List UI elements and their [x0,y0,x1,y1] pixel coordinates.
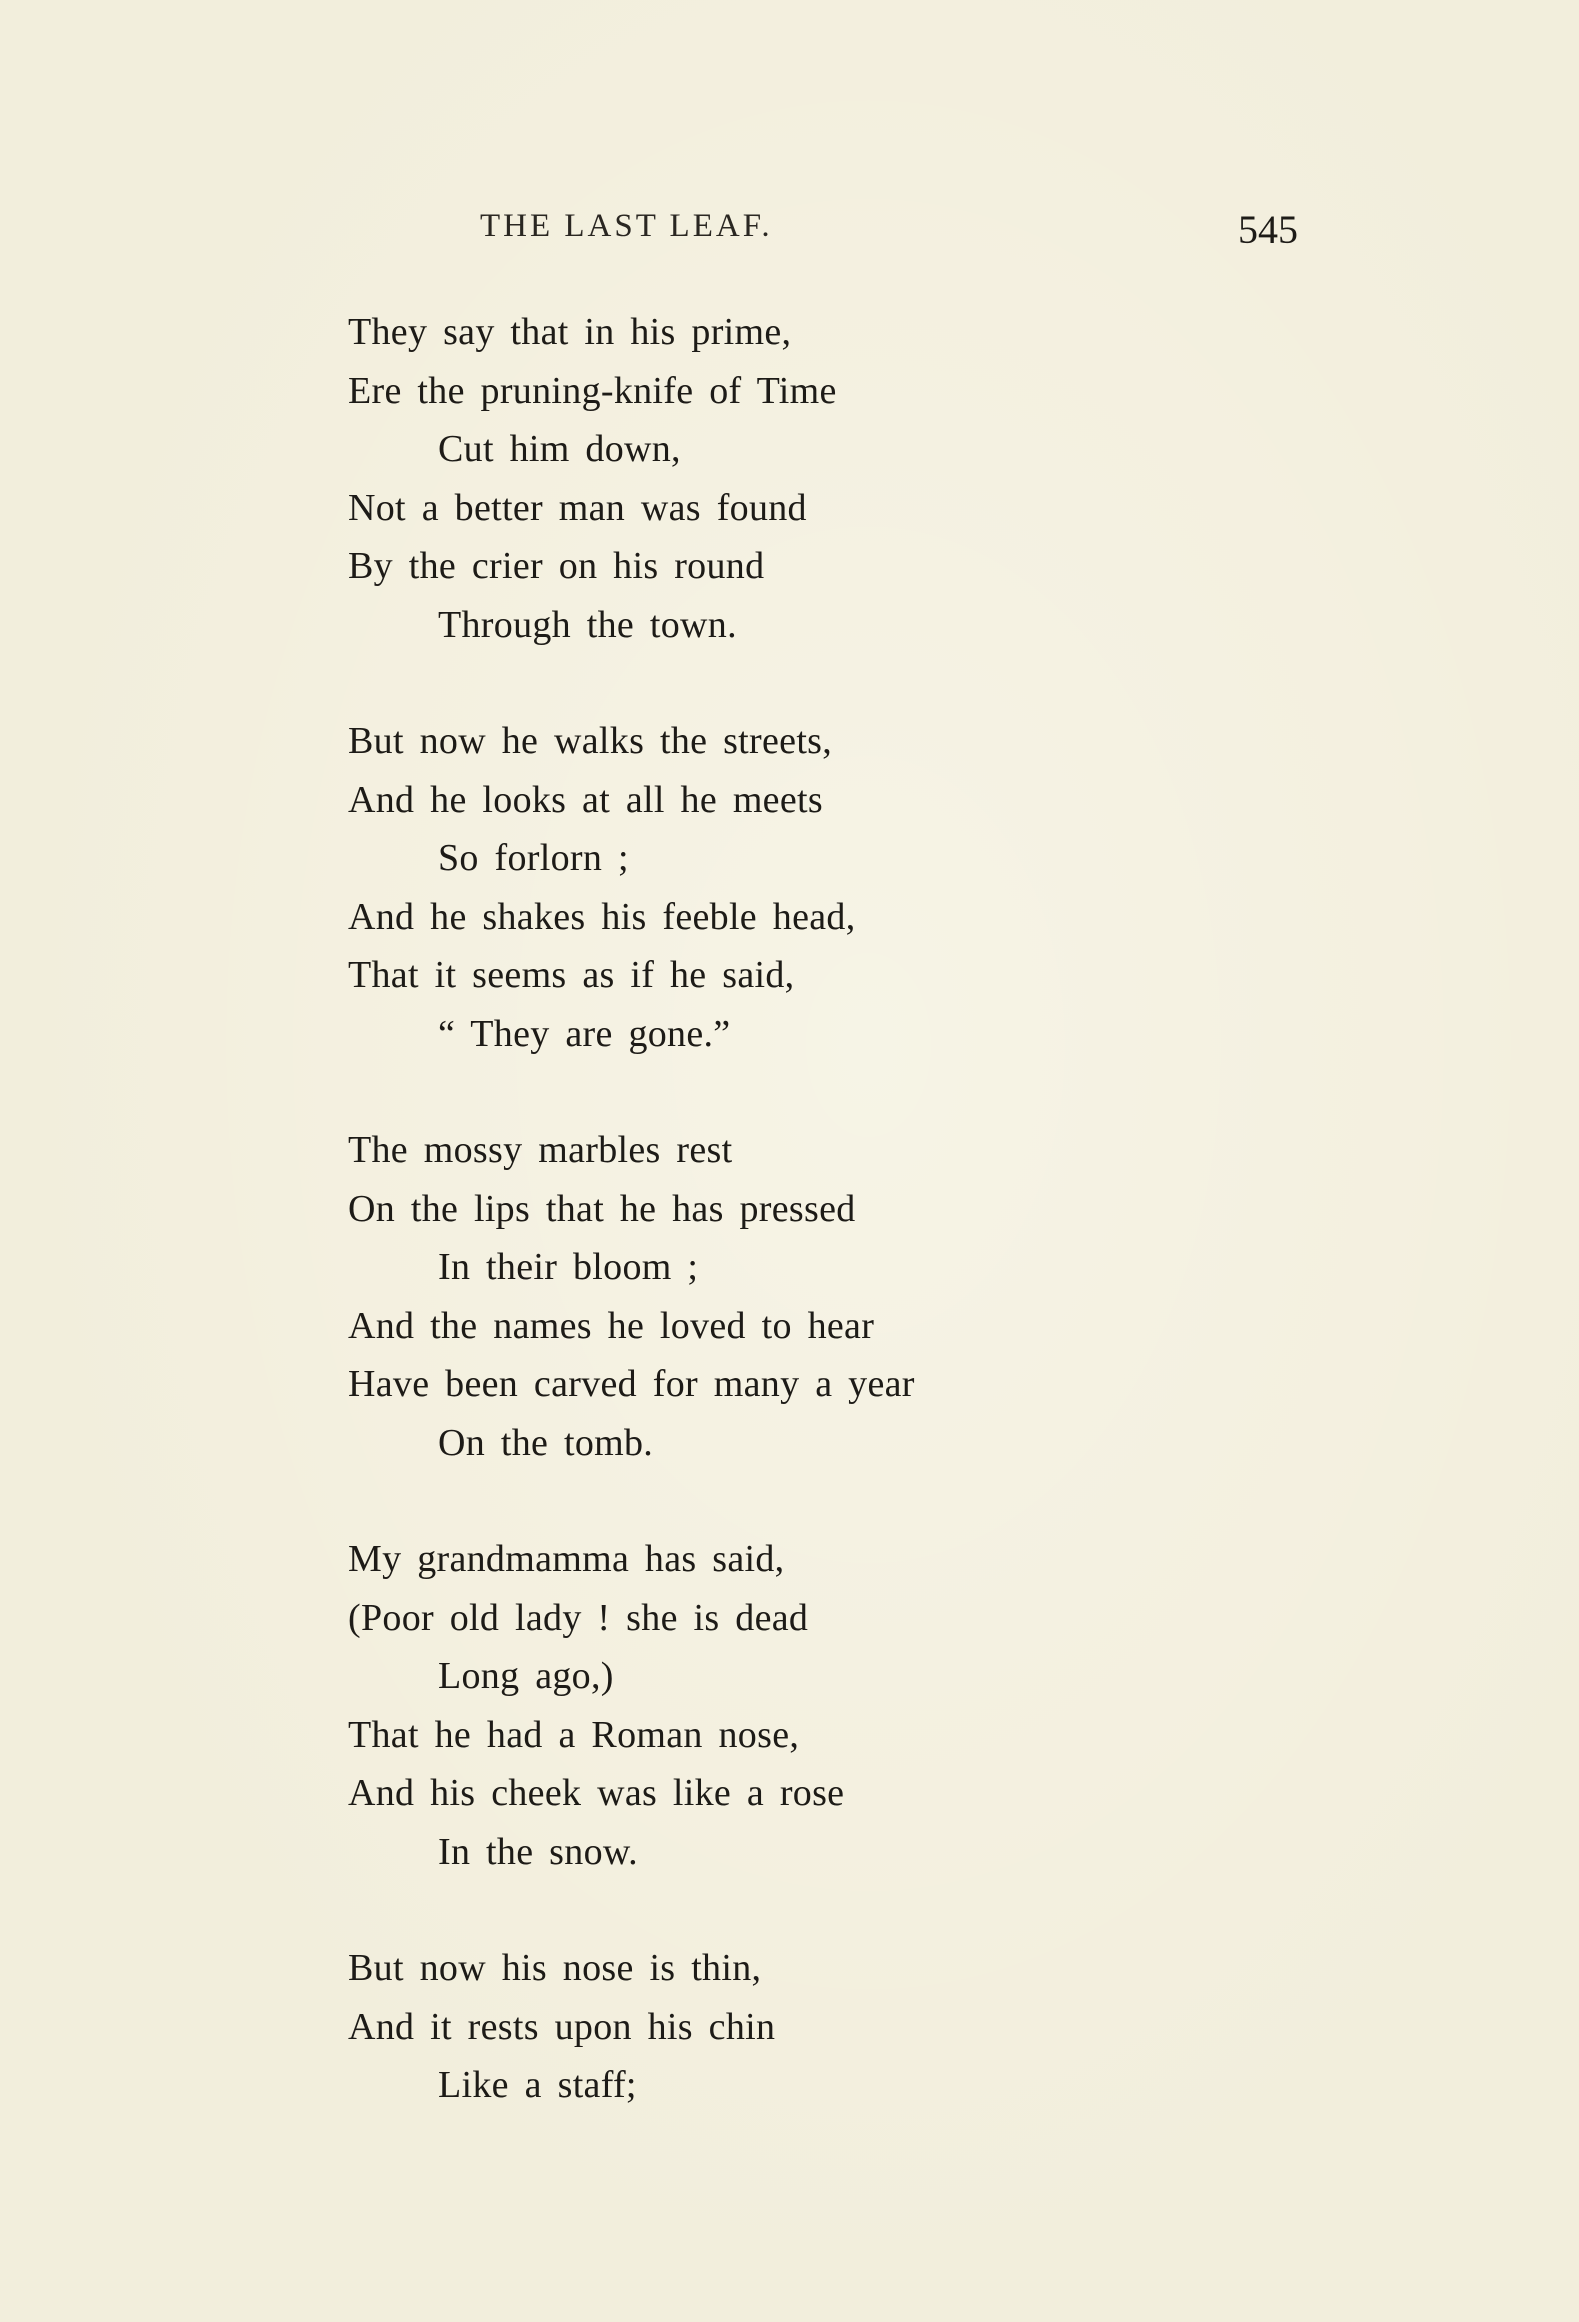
page-number: 545 [1238,207,1298,252]
poem-line-indented: In their bloom ; [438,1246,699,1288]
poem-line-indented: In the snow. [438,1830,638,1873]
poem-line: On the lips that he has pressed [348,1187,856,1230]
poem-line: But now his nose is thin, [348,1947,762,1989]
poem-line-indented: Through the town. [438,603,737,646]
stanza-2 [348,712,1348,1063]
poem-line-indented: So forlorn ; [438,837,629,879]
stanza-4 [348,1530,1348,1881]
poem-line: Have been carved for many a year [348,1363,915,1405]
poem-line: And his cheek was like a rose [348,1772,845,1814]
running-head-title: THE LAST LEAF. [480,208,773,244]
poem-line-indented: Like a staff; [438,2064,637,2106]
poem-line: And he looks at all he meets [348,778,823,821]
poem-line: They say that in his prime, [348,311,792,353]
poem-line: And he shakes his feeble head, [348,895,856,938]
poem-line: The mossy marbles rest [348,1129,733,1171]
poem-line-indented: On the tomb. [438,1421,654,1464]
poem-line-indented: “ They are gone.” [438,1012,731,1055]
poem-body [348,303,1348,2173]
poem-line: That it seems as if he said, [348,954,795,996]
poem-line: (Poor old lady ! she is dead [348,1596,809,1639]
poem-line: That he had a Roman nose, [348,1713,800,1756]
stanza-3 [348,1121,1348,1472]
poem-line: But now he walks the streets, [348,720,833,762]
stanza-1 [348,303,1348,654]
poem-line-indented: Cut him down, [438,428,681,470]
poem-line: And it rests upon his chin [348,2005,776,2048]
poem-line: My grandmamma has said, [348,1538,785,1580]
poem-line: By the crier on his round [348,545,765,587]
poem-line: Ere the pruning-knife of Time [348,369,837,412]
poem-line: And the names he loved to hear [348,1304,875,1347]
stanza-5 [348,1939,1348,2115]
poem-line: Not a better man was found [348,486,807,529]
poem-line-indented: Long ago,) [438,1655,614,1697]
